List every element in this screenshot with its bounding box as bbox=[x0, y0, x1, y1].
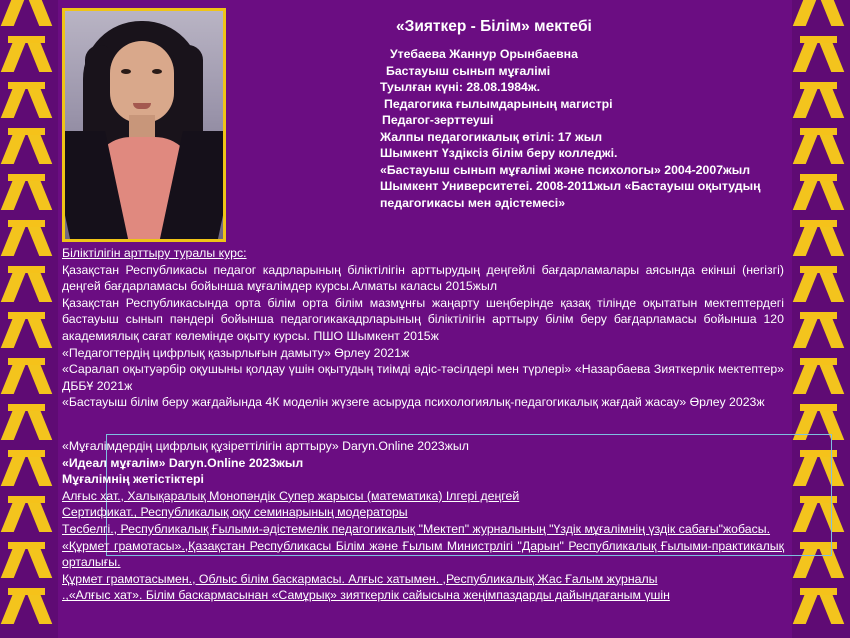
education-specialty: «Бастауыш сынып мұғалімі және психологы» 2004-2007жыл bbox=[380, 162, 751, 177]
courses-section bbox=[62, 245, 784, 411]
courses-heading: Біліктілігін арттыру туралы курс: bbox=[62, 246, 247, 260]
teacher-name: Утебаева Жаннур Орынбаевна bbox=[390, 47, 578, 61]
achievement-item: Сертификат., Республикалық оқу семинарының модераторы bbox=[62, 505, 408, 520]
achievement-item: .,«Алғыс хат». Білім баскармасынан «Самұрық» зияткерлік сайысына жеңімпаздарды дайындағаным үшін bbox=[62, 588, 670, 603]
ideal-teacher-award: «Идеал мұғалім» Daryn.Online 2023жыл bbox=[62, 455, 304, 470]
achievements-section bbox=[62, 438, 784, 604]
education-college: Шымкент Үздіксіз білім беру колледжі. bbox=[380, 146, 618, 160]
school-title: «Зияткер - Білім» мектебі bbox=[396, 18, 592, 35]
course-item: «Саралап оқытуәрбір оқушыны қолдау үшін оқытудың тиімді әдіс-тәсілдері мен түрлері» «Назарбаева Зияткерлік мектептер» ДББҰ 2021ж bbox=[62, 362, 784, 393]
slide-content bbox=[58, 0, 792, 638]
header-info-block bbox=[380, 18, 780, 211]
course-item: «Бастауыш білім беру жағдайында 4К моделін жүзеге асыруда психологиялық-педагогикалық жағдай жасау» Өрлеу 2023ж bbox=[62, 395, 765, 410]
teacher-degree: Педагогика ғылымдарының магистрі bbox=[384, 96, 613, 111]
course-item: Қазақстан Республикасында орта білім орта білім мазмұнғы жаңарту шеңберінде қазақ тілінде оқытатын мектептердегі бастауыш сынып пәндері бойынша педагогикакадрларының біліктілігін арттыру білім беру бағдарламасы бойынша 120 академиялық сағат көлемінде оқыту курсы. ПШО Шымкент 2015ж bbox=[62, 295, 784, 343]
achievement-item: «Құрмет грамотасы».,Қазақстан Республикасы Білім және Ғылым Министрлігі "Дарын" Республикалық Ғылыми-практикалық орталығы. bbox=[62, 538, 784, 570]
teacher-position: Бастауыш сынып мұғалімі bbox=[386, 63, 551, 78]
teacher-researcher-status: Педагог-зерттеуші bbox=[382, 113, 494, 127]
decorative-border-left bbox=[0, 0, 58, 638]
education-university: Шымкент Университетеі. 2008-2011жыл «Бастауыш оқытудың bbox=[380, 179, 761, 193]
achievement-item: Алғыс хат., Халықаралық Монопәндік Супер жарысы (математика) Ілгері деңгей bbox=[62, 488, 520, 503]
course-item: Қазақстан Республикасы педагог кадрларының біліктілігін арттырудың деңгейлі бағдарламалары аясында екінші (негізгі) деңгей бағдарламасы бойынша мұғалімдер курсы.Алматы каласы 2015жыл bbox=[62, 262, 784, 294]
course-item: «Педагогтердің цифрлық қазырлығын дамыту» Өрлеу 2021ж bbox=[62, 345, 410, 360]
course-item: «Мұғалімдердің цифрлық құзіреттілігін арттыру» Daryn.Online 2023жыл bbox=[62, 439, 469, 453]
achievement-item: Құрмет грамотасымен., Облыс білім баскармасы. Алғыс хатымен. ,Республикалық Жас Ғалым журналы bbox=[62, 571, 658, 586]
teacher-portrait-photo bbox=[62, 8, 226, 242]
education-university-specialty: педагогикасы мен әдістемесі» bbox=[380, 195, 566, 210]
achievement-item: Төсбелгі., Республикалық Ғылыми-әдістемелік педагогикалық "Мектеп" журналының "Үздік мұғалімнің үздік сабағы"жобасы. bbox=[62, 521, 771, 536]
teacher-birthdate: Туылған күні: 28.08.1984ж. bbox=[380, 80, 541, 94]
decorative-border-right bbox=[792, 0, 850, 638]
teacher-experience: Жалпы педагогикалық өтілі: 17 жыл bbox=[380, 129, 603, 144]
achievements-heading: Мұғалімнің жетістіктері bbox=[62, 472, 204, 487]
